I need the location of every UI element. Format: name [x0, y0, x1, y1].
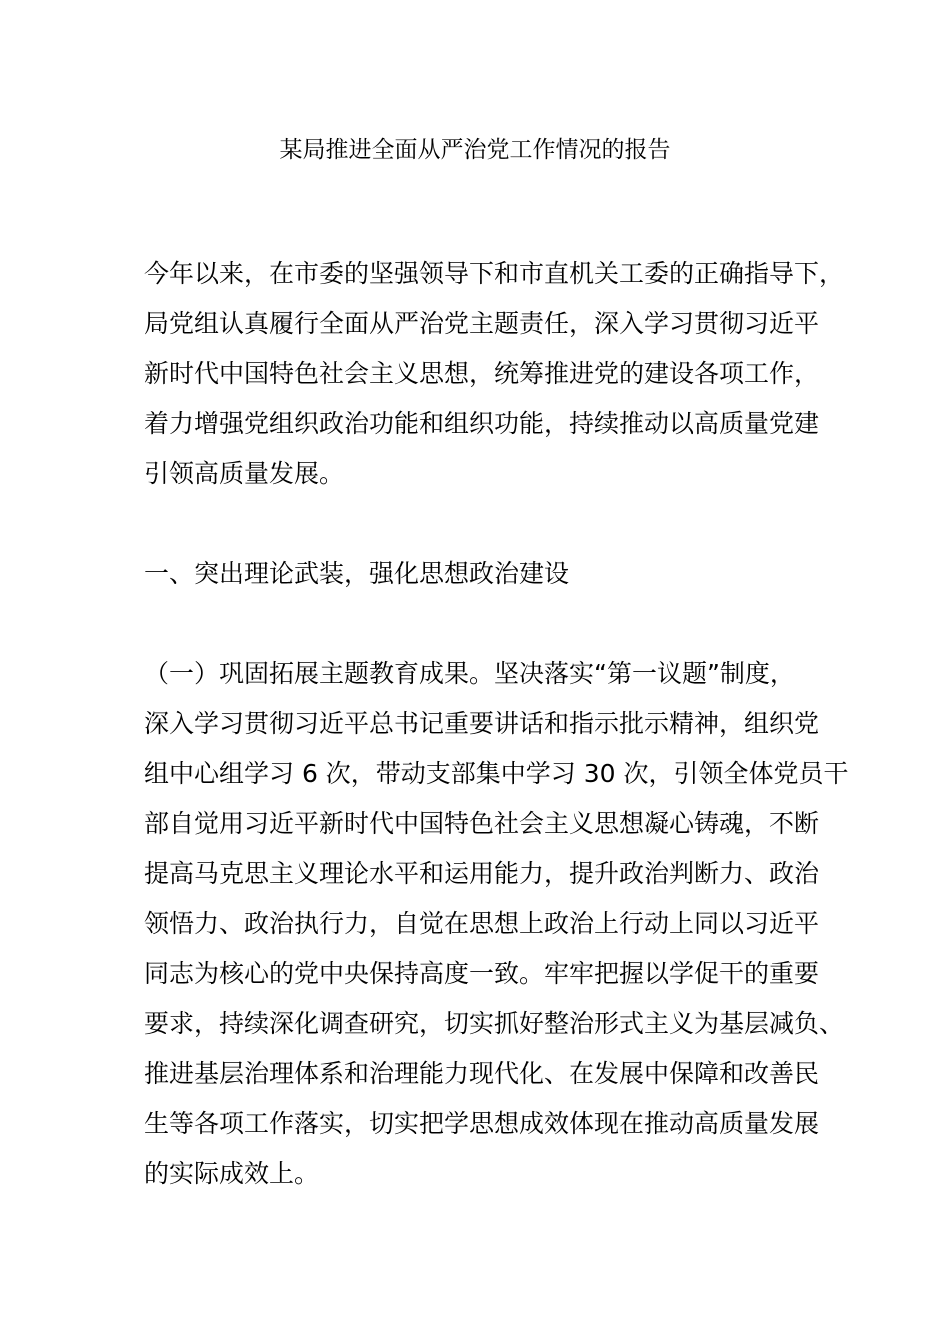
subsection-line: 要求，持续深化调查研究，切实抓好整治形式主义为基层减负、 — [144, 1009, 845, 1038]
intro-line: 今年以来，在市委的坚强领导下和市直机关工委的正确指导下， — [144, 259, 845, 288]
intro-line: 引领高质量发展。 — [144, 459, 345, 488]
subsection-line: 深入学习贯彻习近平总书记重要讲话和指示批示精神，组织党 — [144, 709, 820, 738]
intro-line: 新时代中国特色社会主义思想，统筹推进党的建设各项工作， — [144, 359, 820, 388]
section-heading: 一、突出理论武装，强化思想政治建设 — [144, 559, 570, 588]
intro-line: 着力增强党组织政治功能和组织功能，持续推动以高质量党建 — [144, 409, 820, 438]
document-title: 某局推进全面从严治党工作情况的报告 — [279, 137, 671, 163]
subsection-line: 部自觉用习近平新时代中国特色社会主义思想凝心铸魂，不断 — [144, 809, 820, 838]
subsection-line: 推进基层治理体系和治理能力现代化、在发展中保障和改善民 — [144, 1059, 820, 1088]
subsection-line: 生等各项工作落实，切实把学思想成效体现在推动高质量发展 — [144, 1109, 820, 1138]
subsection-line: 组中心组学习 6 次，带动支部集中学习 30 次，引领全体党员干 — [144, 759, 849, 788]
subsection-line: 领悟力、政治执行力，自觉在思想上政治上行动上同以习近平 — [144, 909, 820, 938]
subsection-line: 同志为核心的党中央保持高度一致。牢牢把握以学促干的重要 — [144, 959, 820, 988]
subsection-line: 提高马克思主义理论水平和运用能力，提升政治判断力、政治 — [144, 859, 820, 888]
subsection-line: 的实际成效上。 — [144, 1159, 320, 1188]
subsection-line: （一）巩固拓展主题教育成果。坚决落实“第一议题”制度， — [144, 659, 795, 688]
intro-line: 局党组认真履行全面从严治党主题责任，深入学习贯彻习近平 — [144, 309, 820, 338]
